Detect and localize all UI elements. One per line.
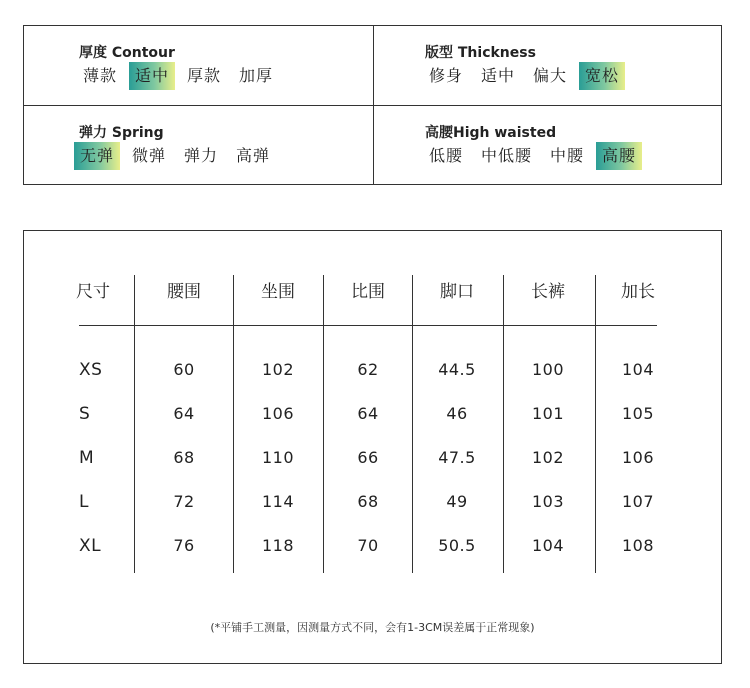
table-cell: 107	[621, 492, 655, 511]
table-cell: 101	[531, 404, 565, 423]
size-label: S	[79, 404, 91, 424]
header-divider	[79, 325, 657, 326]
attribute-title: 版型 Thickness	[425, 45, 536, 61]
table-cell: 100	[531, 360, 565, 379]
size-label: M	[79, 448, 95, 468]
option-wide-selected: 宽松	[579, 62, 625, 90]
header-length: 长裤	[531, 282, 565, 302]
attribute-contour	[79, 26, 419, 105]
column-divider	[233, 275, 234, 573]
column-divider	[595, 275, 596, 573]
attribute-fit	[425, 26, 750, 105]
option-regular: 适中	[481, 66, 516, 85]
attribute-title: 厚度 Contour	[79, 45, 175, 61]
column-divider	[134, 275, 135, 573]
header-extra-length: 加长	[621, 282, 655, 302]
table-cell: 76	[173, 536, 195, 555]
size-label: XL	[79, 536, 102, 556]
table-cell: 66	[357, 448, 379, 467]
attribute-title: 弹力 Spring	[79, 125, 164, 141]
table-cell: 114	[261, 492, 295, 511]
table-cell: 70	[357, 536, 379, 555]
size-chart	[23, 230, 722, 664]
table-cell: 47.5	[438, 448, 476, 467]
table-cell: 49	[446, 492, 468, 511]
option-stretch: 弹力	[184, 146, 219, 165]
table-cell: 64	[357, 404, 379, 423]
table-cell: 108	[621, 536, 655, 555]
header-hip: 坐围	[261, 282, 295, 302]
option-extra-thick: 加厚	[239, 66, 274, 85]
table-cell: 60	[173, 360, 195, 379]
attribute-title: 高腰High waisted	[425, 125, 557, 141]
table-cell: 105	[621, 404, 655, 423]
option-low-waist: 低腰	[429, 146, 464, 165]
attribute-stretch	[79, 106, 419, 185]
table-cell: 104	[621, 360, 655, 379]
table-cell: 64	[173, 404, 195, 423]
table-cell: 62	[357, 360, 379, 379]
header-size: 尺寸	[76, 282, 110, 302]
header-hem: 脚口	[440, 282, 474, 302]
table-cell: 103	[531, 492, 565, 511]
table-cell: 110	[261, 448, 295, 467]
option-slight-stretch: 微弹	[132, 146, 167, 165]
attribute-waist	[425, 106, 750, 185]
measurement-note: (*平铺手工测量，因测量方式不同，会有1-3CM误差属于正常现象)	[210, 621, 535, 634]
table-cell: 68	[357, 492, 379, 511]
table-cell: 68	[173, 448, 195, 467]
option-medium-selected: 适中	[129, 62, 175, 90]
table-cell: 44.5	[438, 360, 476, 379]
table-cell: 106	[261, 404, 295, 423]
table-cell: 118	[261, 536, 295, 555]
header-thigh: 比围	[351, 282, 385, 302]
option-mid-waist: 中腰	[550, 146, 585, 165]
table-cell: 72	[173, 492, 195, 511]
table-cell: 106	[621, 448, 655, 467]
table-cell: 46	[446, 404, 468, 423]
option-thick: 厚款	[187, 66, 222, 85]
table-cell: 102	[531, 448, 565, 467]
option-high-stretch: 高弹	[236, 146, 271, 165]
column-divider	[503, 275, 504, 573]
column-divider	[412, 275, 413, 573]
option-mid-low-waist: 中低腰	[481, 146, 533, 165]
option-no-stretch-selected: 无弹	[74, 142, 120, 170]
table-cell: 102	[261, 360, 295, 379]
column-divider	[323, 275, 324, 573]
table-cell: 50.5	[438, 536, 476, 555]
option-slim: 修身	[429, 66, 464, 85]
option-loose: 偏大	[533, 66, 568, 85]
option-high-waist-selected: 高腰	[596, 142, 642, 170]
size-label: L	[79, 492, 89, 512]
option-thin: 薄款	[83, 66, 118, 85]
attribute-panel	[23, 25, 722, 185]
header-waist: 腰围	[167, 282, 201, 302]
table-cell: 104	[531, 536, 565, 555]
size-label: XS	[79, 360, 103, 380]
